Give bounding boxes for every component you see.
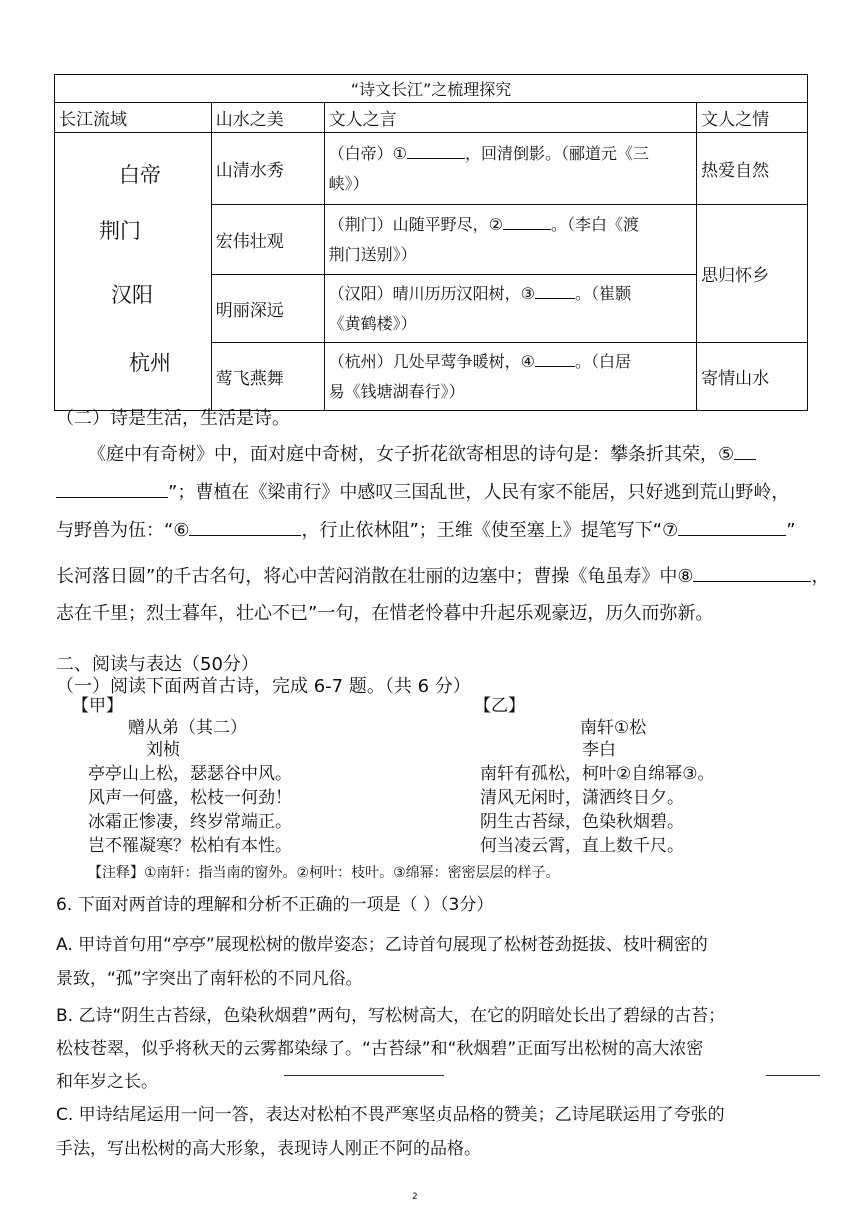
header-feeling: 文人之情: [697, 103, 808, 133]
feeling-3: 寄情山水: [697, 343, 808, 411]
table-title: “诗文长江”之梳理探究: [55, 75, 808, 103]
poem-line: 何当凌云霄，直上数千尺。: [480, 836, 684, 856]
fill-line-1: 《庭中有奇树》中，面对庭中奇树，女子折花欲寄相思的诗句是：攀条折其荣，⑤: [88, 440, 756, 466]
fill-line-4: 长河落日圆”的千古名句，将心中苦闷消散在壮丽的边塞中；曹操《龟虽寿》中⑧ ，: [56, 566, 830, 587]
fill-line-3: 与野兽为伍：“⑥ ，行止依林阻”；王维《使至塞上》提笔写下“⑦ ”: [56, 520, 796, 541]
poem-line: 清风无闲时，潇洒终日夕。: [480, 788, 684, 808]
place-hanyang: 汉阳: [111, 283, 153, 307]
divider-line: [284, 1075, 444, 1076]
poem-notes: 【注释】①南轩：指当南的窗外。②柯叶：枝叶。③绵幂：密密层层的样子。: [88, 865, 560, 881]
option-c: C. 甲诗结尾运用一问一答，表达对松柏不畏严寒坚贞品格的赞美；乙诗尾联运用了夸张的 手法，写出松树的高大形象，表现诗人刚正不阿的品格。: [56, 1105, 725, 1159]
header-region: 长江流域: [55, 103, 212, 133]
fill-line-5: 志在千里；烈士暮年，壮心不已”一句，在惜老怜暮中升起乐观豪迈，历久而弥新。: [56, 603, 714, 624]
poem-line: 冰霜正惨凄，终岁常端正。: [88, 812, 292, 832]
poem-jia-title: 赠从弟（其二）: [128, 718, 247, 738]
poem-line: 亭亭山上松，瑟瑟谷中风。: [88, 764, 292, 784]
poem-line: 南轩有孤松，柯叶②自绵幂③。: [480, 764, 715, 784]
words-3: （汉阳）晴川历历汉阳树，③ 。（崔颢 《黄鹤楼》）: [324, 275, 696, 343]
part2-sub: （一）阅读下面两首古诗，完成 6-7 题。（共 6 分）: [56, 676, 471, 697]
page-number: 2: [412, 1192, 418, 1202]
poem-yi-title: 南轩①松: [580, 718, 647, 738]
beauty-4: 莺飞燕舞: [211, 343, 324, 411]
poem-jia-tag: 【甲】: [72, 696, 123, 716]
poem-line: 岂不罹凝寒？松柏有本性。: [88, 836, 292, 856]
poem-yi-author: 李白: [582, 740, 616, 760]
feeling-2: 思归怀乡: [697, 205, 808, 343]
place-hangzhou: 杭州: [129, 351, 171, 375]
header-words: 文人之言: [324, 103, 696, 133]
poem-line: 风声一何盛，松枝一何劲！: [88, 788, 292, 808]
poem-yi-tag: 【乙】: [474, 696, 525, 716]
fill-line-2: ”；曹植在《梁甫行》中感叹三国乱世，人民有家不能居，只好逃到荒山野岭，: [56, 478, 789, 504]
feeling-1: 热爱自然: [697, 133, 808, 205]
words-2: （荆门）山随平野尽，② 。（李白《渡 荆门送别》）: [324, 205, 696, 275]
poem-jia-lines: [88, 762, 292, 858]
poem-jia-author: 刘桢: [146, 740, 180, 760]
beauty-3: 明丽深远: [211, 275, 324, 343]
option-b: B. 乙诗“阴生古苔绿，色染秋烟碧”两句，写松树高大，在它的阴暗处长出了碧绿的古苔； 松枝苍翠，似乎将秋天的云雾都染绿了。“古苔绿”和“秋烟碧”正面写出松树的高大浓密 和年岁之长。: [56, 1006, 726, 1092]
beauty-1: 山清水秀: [211, 133, 324, 205]
poem-line: 阴生古苔绿，色染秋烟碧。: [480, 812, 684, 832]
header-beauty: 山水之美: [211, 103, 324, 133]
question6-stem: 6. 下面对两首诗的理解和分析不正确的一项是（ ）（3分）: [56, 895, 494, 915]
place-jingmen: 荆门: [99, 219, 141, 243]
part2-heading: 二、阅读与表达（50分）: [56, 654, 259, 675]
words-4: （杭州）几处早莺争暖树，④ 。（白居 易《钱塘湖春行》）: [324, 343, 696, 411]
section2-heading: （二）诗是生活，生活是诗。: [56, 408, 290, 429]
poem-yi-lines: [480, 762, 714, 858]
option-a: A. 甲诗首句用“亭亭”展现松树的傲岸姿态；乙诗首句展现了松树苍劲挺拔、枝叶稠密的 景致，“孤”字突出了南轩松的不同凡俗。: [56, 935, 708, 989]
beauty-2: 宏伟壮观: [211, 205, 324, 275]
places-cell: [55, 133, 212, 411]
place-baidi: 白帝: [119, 163, 161, 187]
study-table: [54, 74, 808, 411]
words-1: （白帝）① ，回清倒影。（郦道元《三 峡》）: [324, 133, 696, 205]
divider-line: [766, 1075, 820, 1076]
